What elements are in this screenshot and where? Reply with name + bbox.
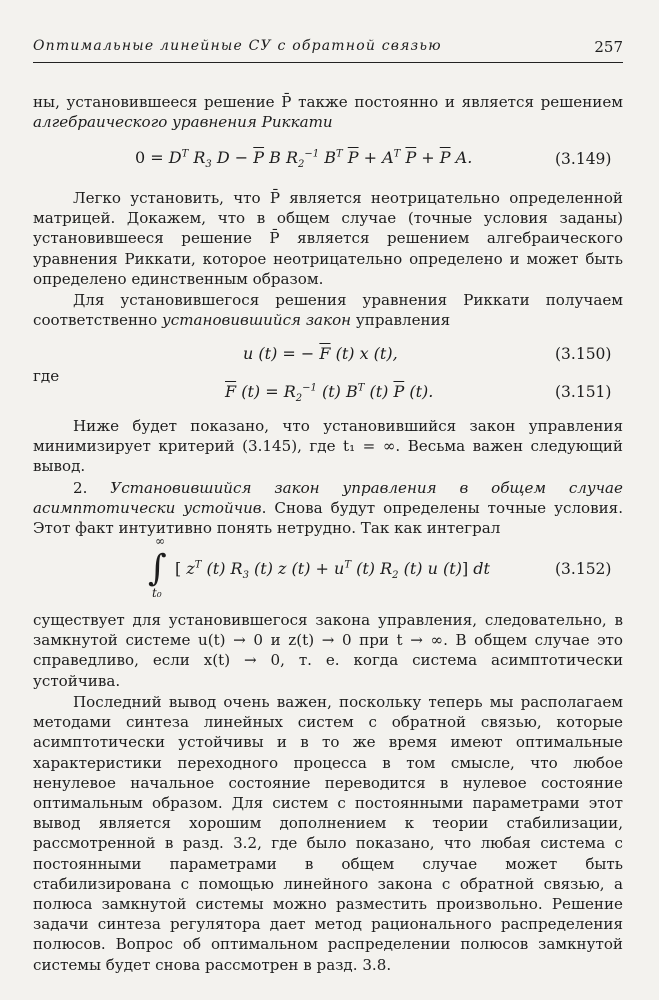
paragraph-1: ны, установившееся решение P̄ также постоянно и является решением алгебраического уравнения Риккати (33, 93, 623, 132)
paragraph-2: Легко установить, что P̄ является неотрицательно определенной матрицей. Докажем, что в общем случае (точные условия заданы) установившееся решение P̄ является решением алгебраического уравнения Риккати, которое неотрицательно определено и может быть определено единственным образом. (33, 189, 623, 288)
equation-3-149: $0 = D^T$ $R_3$ $D - \overline{P}$ B $R_2^{-1}$ $B^T$ $\overline{P} + A^T$ $\overline{P} + \overline{P}$ A. (135, 148, 473, 171)
steady-law-term: установившийся закон (162, 311, 352, 330)
paragraph-7: Последний вывод очень важен, поскольку теперь мы располагаем методами синтеза линейных систем с обратной связью, которые асимптотически устойчивы и в то же время имеют оптимальные характеристики переходного процесса в том смысле, что любое ненулевое начальное состояние переводится в нулевое состояние оптимальным образом. Для систем с постоянными параметрами этот вывод является хорошим дополнением к теории стабилизации, рассмотренной в разд. 3.2, где было показано, что любая система с постоянными параметрами в общем случае может быть стабилизирована с помощью линейного закона с обратной связью, а полюса замкнутой системы можно разместить произвольно. Решение задачи синтеза регулятора дает метод рационального распределения полюсов. Вопрос об оптимальном распределении полюсов замкнутой системы будет снова рассмотрен в разд. 3.8. (33, 693, 623, 974)
equation-number-3-152: (3.152) (555, 560, 612, 578)
where-word: где (33, 367, 60, 385)
equation-number-3-150: (3.150) (555, 345, 612, 363)
running-title: Оптимальные линейные СУ с обратной связью (33, 38, 442, 54)
page-number: 257 (594, 38, 623, 56)
integral-sign: ∫ (148, 548, 167, 589)
paragraph-3: Для установившегося решения уравнения Риккати получаем соответственно установившийся закон управления (33, 291, 623, 330)
running-header (33, 36, 623, 58)
integrand: [ $z^T$ (t) $R_3$ (t) z $(t) + u^T$ (t) $R_2$ (t) u (t)] dt (175, 559, 490, 582)
integral-upper-limit: ∞ (155, 534, 165, 548)
header-rule (33, 62, 623, 63)
equation-number-3-149: (3.149) (555, 150, 612, 168)
asymptotic-stability-term: Установившийся закон управления в общем случае асимптотически устойчив (33, 479, 623, 518)
equation-3-150: u (t) = − $\overline{F}$ (t) x (t), (243, 344, 398, 363)
integral-lower-limit: t₀ (152, 586, 162, 600)
paragraph-4: Ниже будет показано, что установившийся закон управления минимизирует критерий (3.145), где t₁ = ∞. Весьма важен следующий вывод. (33, 417, 623, 476)
equation-3-151: $\overline{F}$ $(t) = R_2^{-1}$ (t) $B^T$ (t) $\overline{P}$ (t). (225, 382, 434, 405)
paragraph-5: 2. Установившийся закон управления в общем случае асимптотически устойчив. Снова будут определены точные условия. Этот факт интуитивно понять нетрудно. Так как интеграл (33, 479, 624, 538)
riccati-term: алгебраического уравнения Риккати (33, 113, 333, 132)
paragraph-6: существует для установившегося закона управления, следовательно, в замкнутой системе u(t) → 0 и z(t) → 0 при t → ∞. В общем случае это справедливо, если x(t) → 0, т. е. когда система асимптотически устойчива. (33, 611, 623, 690)
equation-number-3-151: (3.151) (555, 383, 612, 401)
